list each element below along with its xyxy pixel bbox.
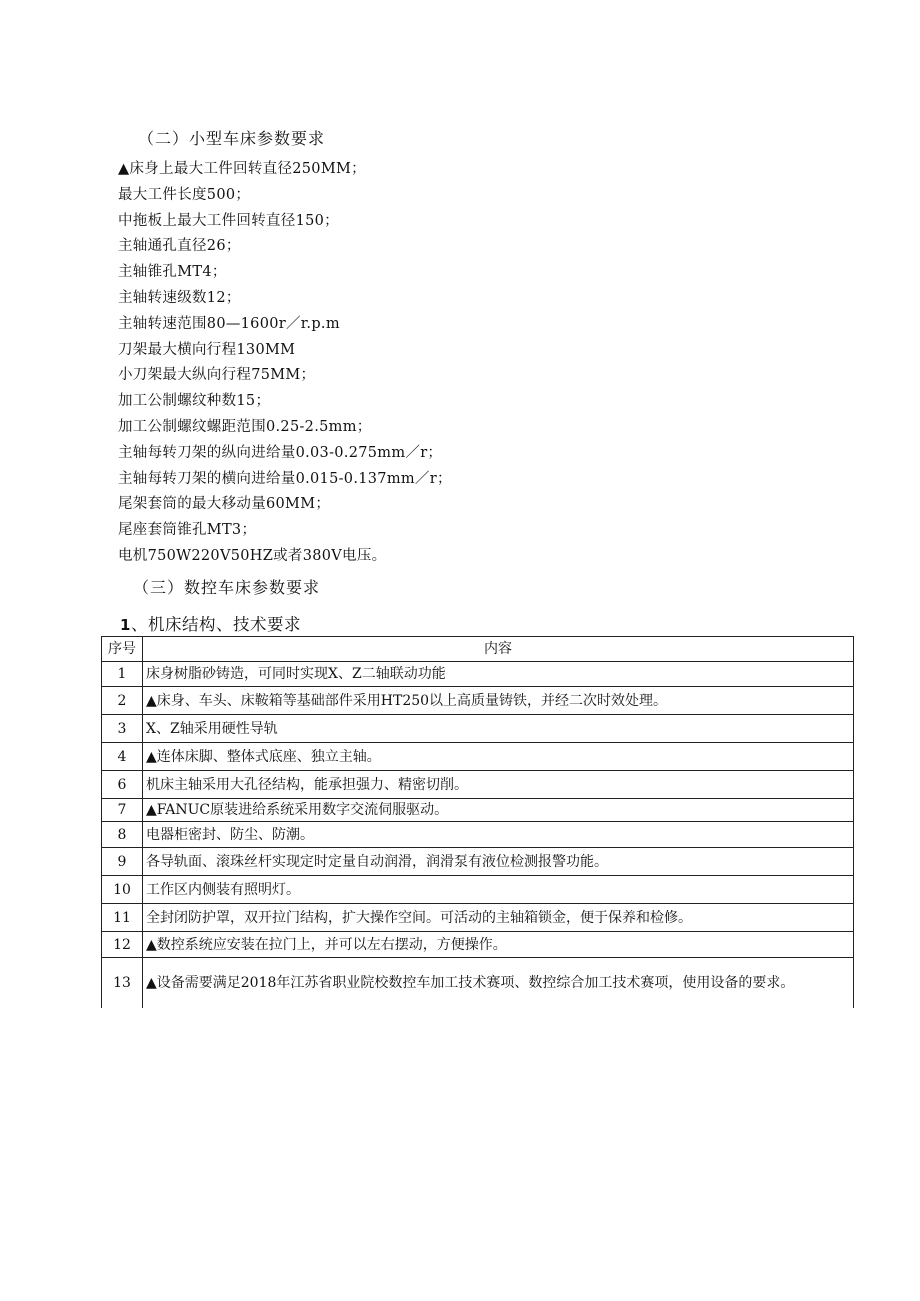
param-line: 主轴转速范围80—1600r／r.p.m [118, 315, 340, 332]
param-line: 主轴锥孔MT4； [118, 264, 227, 281]
param-line: 主轴转速级数12； [118, 289, 241, 306]
row-index: 13 [102, 958, 143, 1009]
subsection-title: 、机床结构、技术要求 [130, 615, 301, 634]
row-index: 3 [102, 715, 143, 743]
param-line: 主轴每转刀架的横向进给量0.015-0.137mm／r； [118, 470, 452, 487]
row-index: 7 [102, 799, 143, 822]
table-row [102, 771, 854, 799]
table-row [102, 958, 854, 1009]
param-line: 主轴通孔直径26； [118, 238, 241, 255]
header-index: 序号 [102, 637, 143, 662]
row-index: 10 [102, 876, 143, 904]
row-content: ▲设备需要满足2018年江苏省职业院校数控车加工技术赛项、数控综合加工技术赛项，使用设备的要求。 [143, 958, 854, 1009]
param-line: 加工公制螺纹种数15； [118, 393, 271, 410]
param-line: 主轴每转刀架的纵向进给量0.03-0.275mm／r； [118, 444, 443, 461]
row-index: 12 [102, 932, 143, 958]
row-index: 4 [102, 743, 143, 771]
row-index: 2 [102, 687, 143, 715]
table-row [102, 662, 854, 687]
row-content: 全封闭防护罩，双开拉门结构，扩大操作空间。可活动的主轴箱锁金，便于保养和检修。 [143, 904, 854, 932]
row-content: 各导轨面、滚珠丝杆实现定时定量自动润滑，润滑泵有液位检测报警功能。 [143, 848, 854, 876]
param-line: 小刀架最大纵向行程75MM； [118, 367, 316, 384]
requirements-table [101, 636, 854, 1008]
row-content: 工作区内侧装有照明灯。 [143, 876, 854, 904]
table-row [102, 876, 854, 904]
param-line: 电机750W220V50HZ或者380V电压。 [118, 547, 387, 564]
table-row [102, 904, 854, 932]
param-line: 刀架最大横向行程130MM [118, 341, 296, 358]
row-content: ▲FANUC原装进给系统采用数字交流伺服驱动。 [143, 799, 854, 822]
table-row [102, 799, 854, 822]
param-line: 尾架套筒的最大移动量60MM； [118, 496, 331, 513]
table-row [102, 715, 854, 743]
table-header-row [102, 637, 854, 662]
table-row [102, 932, 854, 958]
table-row [102, 822, 854, 848]
row-index: 6 [102, 771, 143, 799]
header-content: 内容 [143, 637, 854, 662]
param-line: 最大工件长度500； [118, 186, 251, 203]
row-content: 机床主轴采用大孔径结构，能承担强力、精密切削。 [143, 771, 854, 799]
subsection-number: 1 [120, 616, 131, 634]
table-row [102, 848, 854, 876]
param-line: 加工公制螺纹螺距范围0.25-2.5mm； [118, 418, 372, 435]
section-heading-small-lathe: （二）小型车床参数要求 [138, 129, 326, 148]
subsection-heading-structure [120, 611, 301, 635]
table-row [102, 743, 854, 771]
small-lathe-param-list [118, 157, 452, 570]
row-index: 8 [102, 822, 143, 848]
param-line: 中拖板上最大工件回转直径150； [118, 212, 339, 229]
param-line: ▲床身上最大工件回转直径250MM； [118, 161, 366, 177]
row-content: X、Z轴采用硬性导轨 [143, 715, 854, 743]
row-content: ▲连体床脚、整体式底座、独立主轴。 [143, 743, 854, 771]
row-content: ▲床身、车头、床鞍箱等基础部件采用HT250以上高质量铸铁，并经二次时效处理。 [143, 687, 854, 715]
section-heading-cnc-lathe: （三）数控车床参数要求 [133, 578, 321, 597]
row-content: ▲数控系统应安装在拉门上，并可以左右摆动，方便操作。 [143, 932, 854, 958]
table-row [102, 687, 854, 715]
row-index: 9 [102, 848, 143, 876]
row-content: 床身树脂砂铸造，可同时实现X、Z二轴联动功能 [143, 662, 854, 687]
param-line: 尾座套筒锥孔MT3； [118, 522, 257, 539]
row-content: 电器柜密封、防尘、防潮。 [143, 822, 854, 848]
row-index: 11 [102, 904, 143, 932]
row-index: 1 [102, 662, 143, 687]
